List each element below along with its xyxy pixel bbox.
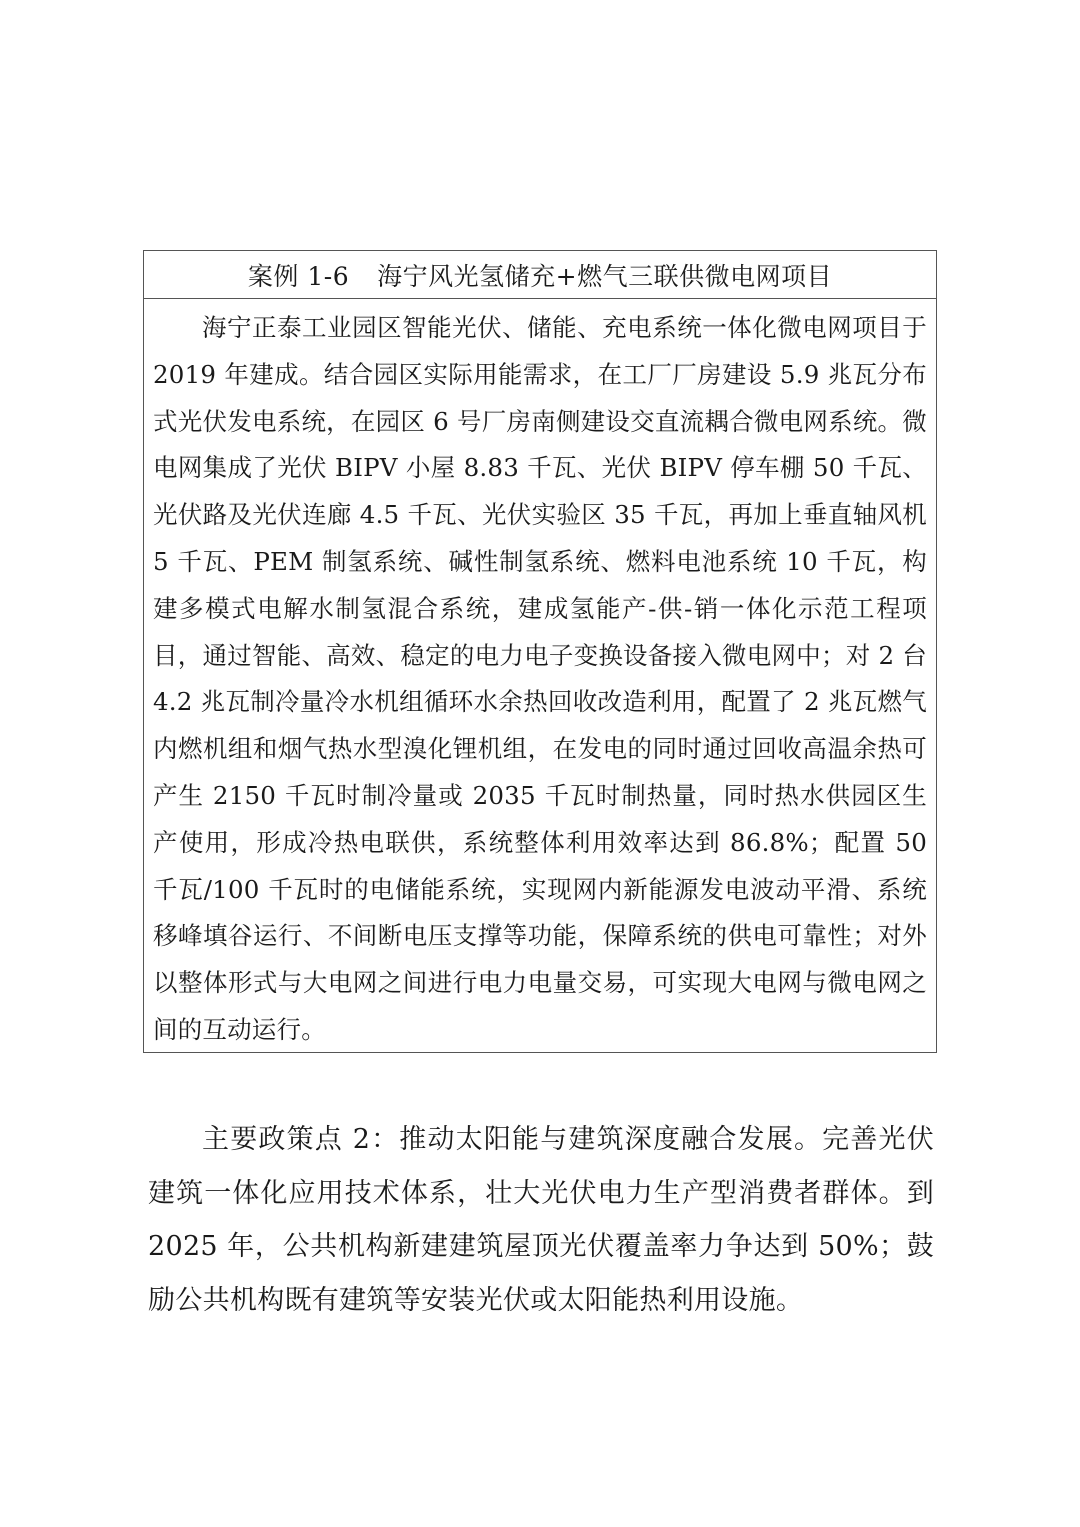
policy-paragraph: 主要政策点 2：推动太阳能与建筑深度融合发展。完善光伏建筑一体化应用技术体系，壮大光伏电力生产型消费者群体。到 2025 年，公共机构新建建筑屋顶光伏覆盖率力争达到 50%；鼓励公共机构既有建筑等安装光伏或太阳能热利用设施。	[148, 1124, 934, 1316]
case-title: 海宁风光氢储充+燃气三联供微电网项目	[377, 261, 833, 291]
case-label: 案例 1-6	[247, 261, 350, 291]
case-study-box	[143, 250, 937, 1053]
case-body-text: 海宁正泰工业园区智能光伏、储能、充电系统一体化微电网项目于 2019 年建成。结合园区实际用能需求，在工厂厂房建设 5.9 兆瓦分布式光伏发电系统，在园区 6 号厂房南侧建设交直流耦合微电网系统。微电网集成了光伏 BIPV 小屋 8.83 千瓦、光伏 BIPV 停车棚 50 千瓦、光伏路及光伏连廊 4.5 千瓦、光伏实验区 35 千瓦，再加上垂直轴风机 5 千瓦、PEM 制氢系统、碱性制氢系统、燃料电池系统 10 千瓦，构建多模式电解水制氢混合系统，建成氢能产-供-销一体化示范工程项目，通过智能、高效、稳定的电力电子变换设备接入微电网中；对 2 台 4.2 兆瓦制冷量冷水机组循环水余热回收改造利用，配置了 2 兆瓦燃气内燃机组和烟气热水型溴化锂机组，在发电的同时通过回收高温余热可产生 2150 千瓦时制冷量或 2035 千瓦时制热量，同时热水供园区生产使用，形成冷热电联供，系统整体利用效率达到 86.8%；配置 50 千瓦/100 千瓦时的电储能系统，实现网内新能源发电波动平滑、系统移峰填谷运行、不间断电压支撑等功能，保障系统的供电可靠性；对外以整体形式与大电网之间进行电力电量交易，可实现大电网与微电网之间的互动运行。	[153, 313, 927, 1044]
case-title-row	[144, 251, 936, 299]
